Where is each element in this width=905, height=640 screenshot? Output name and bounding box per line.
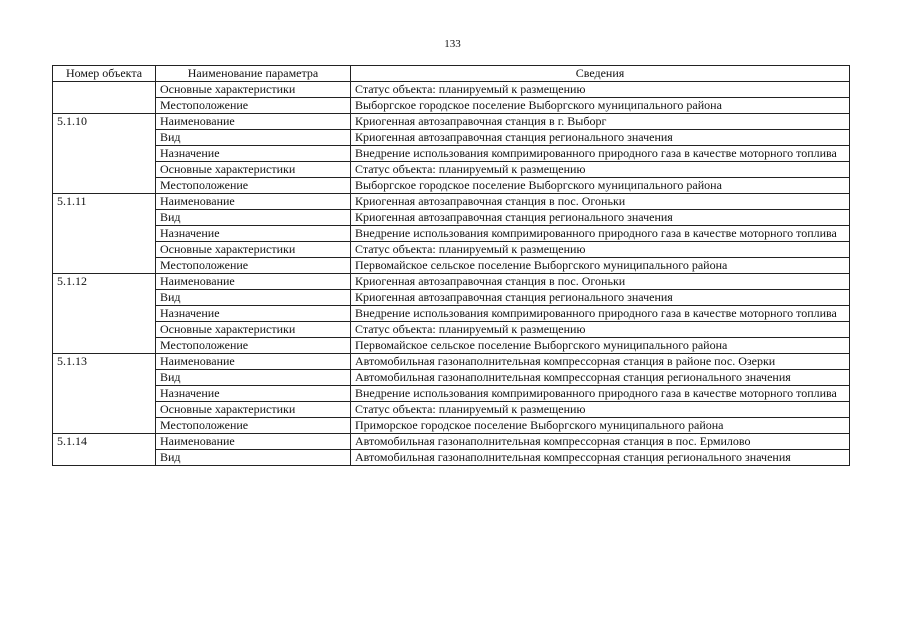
- table-row: [53, 98, 850, 114]
- parameter-name-cell: Основные характеристики: [156, 402, 351, 418]
- details-cell: Внедрение использования компримированного природного газа в качестве моторного топлива: [351, 146, 850, 162]
- parameter-name-cell: Основные характеристики: [156, 82, 351, 98]
- parameter-name-cell: Вид: [156, 290, 351, 306]
- table-header-row: [53, 66, 850, 82]
- parameter-name-cell: Наименование: [156, 434, 351, 450]
- parameter-name-cell: Наименование: [156, 194, 351, 210]
- table-row: [53, 226, 850, 242]
- table-row: [53, 450, 850, 466]
- table-row: [53, 178, 850, 194]
- parameter-name-cell: Вид: [156, 130, 351, 146]
- table-row: [53, 130, 850, 146]
- parameter-name-cell: Назначение: [156, 146, 351, 162]
- table-row: [53, 354, 850, 370]
- parameter-name-cell: Назначение: [156, 386, 351, 402]
- details-cell: Криогенная автозаправочная станция в пос. Огоньки: [351, 274, 850, 290]
- parameter-name-cell: Наименование: [156, 354, 351, 370]
- parameter-name-cell: Основные характеристики: [156, 242, 351, 258]
- page-number: 133: [444, 38, 461, 50]
- table-row: [53, 274, 850, 290]
- parameter-name-cell: Местоположение: [156, 98, 351, 114]
- details-cell: Автомобильная газонаполнительная компрессорная станция регионального значения: [351, 370, 850, 386]
- table-row: [53, 258, 850, 274]
- table-row: [53, 322, 850, 338]
- details-cell: Статус объекта: планируемый к размещению: [351, 82, 850, 98]
- table-row: [53, 82, 850, 98]
- table-row: [53, 370, 850, 386]
- parameter-name-cell: Местоположение: [156, 178, 351, 194]
- details-cell: Внедрение использования компримированного природного газа в качестве моторного топлива: [351, 306, 850, 322]
- details-cell: Автомобильная газонаполнительная компрессорная станция регионального значения: [351, 450, 850, 466]
- parameter-name-cell: Назначение: [156, 226, 351, 242]
- table-row: [53, 194, 850, 210]
- table-row: [53, 434, 850, 450]
- table-row: [53, 290, 850, 306]
- table-row: [53, 402, 850, 418]
- table-row: [53, 114, 850, 130]
- parameter-name-cell: Вид: [156, 370, 351, 386]
- parameter-name-cell: Вид: [156, 210, 351, 226]
- details-cell: Внедрение использования компримированного природного газа в качестве моторного топлива: [351, 226, 850, 242]
- parameter-name-cell: Наименование: [156, 114, 351, 130]
- parameter-name-cell: Местоположение: [156, 258, 351, 274]
- objects-table: [52, 65, 850, 466]
- header-details: Сведения: [351, 66, 850, 82]
- details-cell: Статус объекта: планируемый к размещению: [351, 242, 850, 258]
- parameter-name-cell: Местоположение: [156, 418, 351, 434]
- table-row: [53, 386, 850, 402]
- details-cell: Выборгское городское поселение Выборгского муниципального района: [351, 178, 850, 194]
- header-object-number: Номер объекта: [53, 66, 156, 82]
- header-parameter-name: Наименование параметра: [156, 66, 351, 82]
- table-row: [53, 306, 850, 322]
- parameter-name-cell: Вид: [156, 450, 351, 466]
- details-cell: Статус объекта: планируемый к размещению: [351, 322, 850, 338]
- details-cell: Приморское городское поселение Выборгского муниципального района: [351, 418, 850, 434]
- details-cell: Криогенная автозаправочная станция регионального значения: [351, 210, 850, 226]
- object-number-cell: 5.1.10: [53, 114, 156, 194]
- details-cell: Криогенная автозаправочная станция регионального значения: [351, 290, 850, 306]
- table-row: [53, 210, 850, 226]
- details-cell: Автомобильная газонаполнительная компрессорная станция в районе пос. Озерки: [351, 354, 850, 370]
- parameter-name-cell: Основные характеристики: [156, 162, 351, 178]
- parameter-name-cell: Наименование: [156, 274, 351, 290]
- parameter-name-cell: Местоположение: [156, 338, 351, 354]
- object-number-cell: 5.1.11: [53, 194, 156, 274]
- table-row: [53, 162, 850, 178]
- table-row: [53, 418, 850, 434]
- table-row: [53, 146, 850, 162]
- object-number-cell: 5.1.14: [53, 434, 156, 466]
- details-cell: Внедрение использования компримированного природного газа в качестве моторного топлива: [351, 386, 850, 402]
- table-row: [53, 338, 850, 354]
- details-cell: Криогенная автозаправочная станция регионального значения: [351, 130, 850, 146]
- parameter-name-cell: Назначение: [156, 306, 351, 322]
- details-cell: Первомайское сельское поселение Выборгского муниципального района: [351, 338, 850, 354]
- details-cell: Криогенная автозаправочная станция в г. Выборг: [351, 114, 850, 130]
- table-row: [53, 242, 850, 258]
- details-cell: Первомайское сельское поселение Выборгского муниципального района: [351, 258, 850, 274]
- details-cell: Криогенная автозаправочная станция в пос. Огоньки: [351, 194, 850, 210]
- parameter-name-cell: Основные характеристики: [156, 322, 351, 338]
- details-cell: Статус объекта: планируемый к размещению: [351, 162, 850, 178]
- details-cell: Статус объекта: планируемый к размещению: [351, 402, 850, 418]
- object-number-cell: 5.1.13: [53, 354, 156, 434]
- details-cell: Выборгское городское поселение Выборгского муниципального района: [351, 98, 850, 114]
- object-number-cell: 5.1.12: [53, 274, 156, 354]
- details-cell: Автомобильная газонаполнительная компрессорная станция в пос. Ермилово: [351, 434, 850, 450]
- object-number-cell: [53, 82, 156, 114]
- table-body: [53, 82, 850, 466]
